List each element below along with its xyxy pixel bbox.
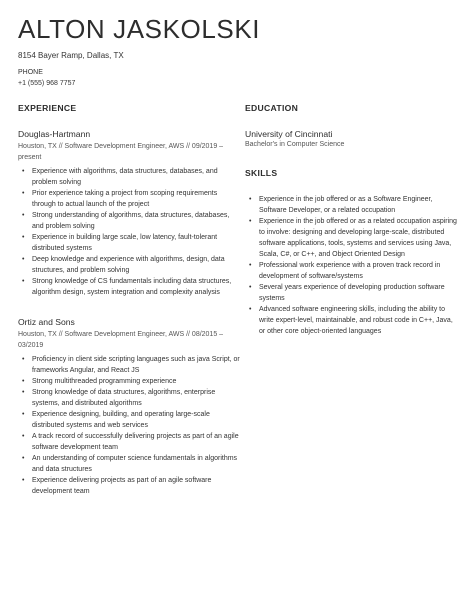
job-entry — [18, 129, 240, 298]
left-column — [18, 103, 240, 497]
bullet-icon: • — [22, 168, 25, 175]
list-item-text: Professional work experience with a proven track record in development of software/systems — [259, 262, 441, 280]
education-entry — [245, 129, 457, 148]
job-meta: Houston, TX // Software Development Engineer, AWS // 09/2019 – present — [18, 143, 224, 161]
bullet-icon: • — [249, 196, 252, 203]
list-item — [245, 216, 457, 260]
bullet-icon: • — [22, 455, 25, 462]
list-item-text: Strong knowledge of CS fundamentals including data structures, algorithm design, system integration and complexity analysis — [32, 278, 232, 296]
bullet-icon: • — [22, 356, 25, 363]
address: 8154 Bayer Ramp, Dallas, TX — [18, 51, 124, 60]
list-item-text: Experience in the job offered or as a related occupation aspiring to involve: designing and developing large-scale, distributed software applications, tools, systems and services using Java, Scala, C#, or C++, and Object Oriented Design — [259, 218, 457, 258]
list-item-text: Several years experience of developing production software systems — [259, 284, 445, 302]
list-item — [18, 188, 240, 210]
list-item — [245, 304, 457, 337]
list-item — [18, 276, 240, 298]
list-item — [18, 254, 240, 276]
list-item — [18, 354, 240, 376]
list-item — [18, 166, 240, 188]
list-item — [18, 232, 240, 254]
list-item — [245, 282, 457, 304]
list-item — [18, 453, 240, 475]
list-item-text: Experience designing, building, and operating large-scale distributed systems and web services — [32, 411, 210, 429]
list-item — [18, 376, 240, 387]
list-item-text: Experience delivering projects as part of an agile software development team — [32, 477, 212, 495]
bullet-icon: • — [249, 218, 252, 225]
right-column — [245, 103, 457, 337]
list-item-text: A track record of successfully delivering projects as part of an agile software development team — [32, 433, 239, 451]
list-item-text: Prior experience taking a project from scoping requirements through to actual launch of the project — [32, 190, 218, 208]
job-company: Douglas-Hartmann — [18, 129, 91, 139]
list-item-text: Strong understanding of algorithms, data structures, databases, and problem solving — [32, 212, 230, 230]
education-degree: Bachelor's in Computer Science — [245, 141, 345, 148]
bullet-icon: • — [22, 212, 25, 219]
list-item — [18, 387, 240, 409]
list-item — [245, 194, 457, 216]
bullet-icon: • — [22, 477, 25, 484]
list-item — [18, 475, 240, 497]
list-item-text: Proficiency in client side scripting languages such as java Script, or frameworks Angular, and React JS — [32, 356, 240, 374]
bullet-icon: • — [22, 256, 25, 263]
job-company: Ortiz and Sons — [18, 317, 75, 327]
candidate-name: ALTON JASKOLSKI — [18, 14, 261, 44]
bullet-icon: • — [22, 278, 25, 285]
experience-heading: EXPERIENCE — [18, 103, 77, 113]
list-item — [18, 210, 240, 232]
job-meta: Houston, TX // Software Development Engineer, AWS // 08/2015 – 03/2019 — [18, 331, 224, 349]
job-bullets — [18, 354, 240, 497]
bullet-icon: • — [249, 262, 252, 269]
list-item-text: Strong knowledge of data structures, algorithms, enterprise systems, and distributed algorithms — [32, 389, 216, 407]
bullet-icon: • — [22, 411, 25, 418]
bullet-icon: • — [22, 389, 25, 396]
skills-list — [245, 194, 457, 337]
bullet-icon: • — [22, 190, 25, 197]
education-heading: EDUCATION — [245, 103, 299, 113]
list-item — [18, 409, 240, 431]
list-item-text: Experience in building large scale, low latency, fault-tolerant distributed systems — [32, 234, 218, 252]
phone-label: PHONE — [18, 69, 43, 76]
list-item-text: Deep knowledge and experience with algorithms, design, data structures, and problem solving — [32, 256, 225, 274]
list-item-text: Experience in the job offered or as a Software Engineer, Software Developer, or a related occupation — [259, 196, 433, 214]
bullet-icon: • — [22, 433, 25, 440]
list-item-text: Advanced software engineering skills, including the ability to write expert-level, maintainable, and robust code in C++, Java, or other core object-oriented languages — [259, 306, 453, 335]
list-item-text: An understanding of computer science fundamentals in algorithms and data structures — [32, 455, 238, 473]
education-school: University of Cincinnati — [245, 129, 333, 139]
bullet-icon: • — [22, 234, 25, 241]
list-item-text: Experience with algorithms, data structures, databases, and problem solving — [32, 168, 218, 186]
bullet-icon: • — [249, 306, 252, 313]
job-entry — [18, 317, 240, 497]
bullet-icon: • — [22, 378, 25, 385]
job-bullets — [18, 166, 240, 298]
list-item — [245, 260, 457, 282]
bullet-icon: • — [249, 284, 252, 291]
skills-heading: SKILLS — [245, 168, 278, 178]
phone-number: +1 (555) 968 7757 — [18, 80, 76, 87]
list-item — [18, 431, 240, 453]
list-item-text: Strong multithreaded programming experience — [32, 378, 177, 385]
